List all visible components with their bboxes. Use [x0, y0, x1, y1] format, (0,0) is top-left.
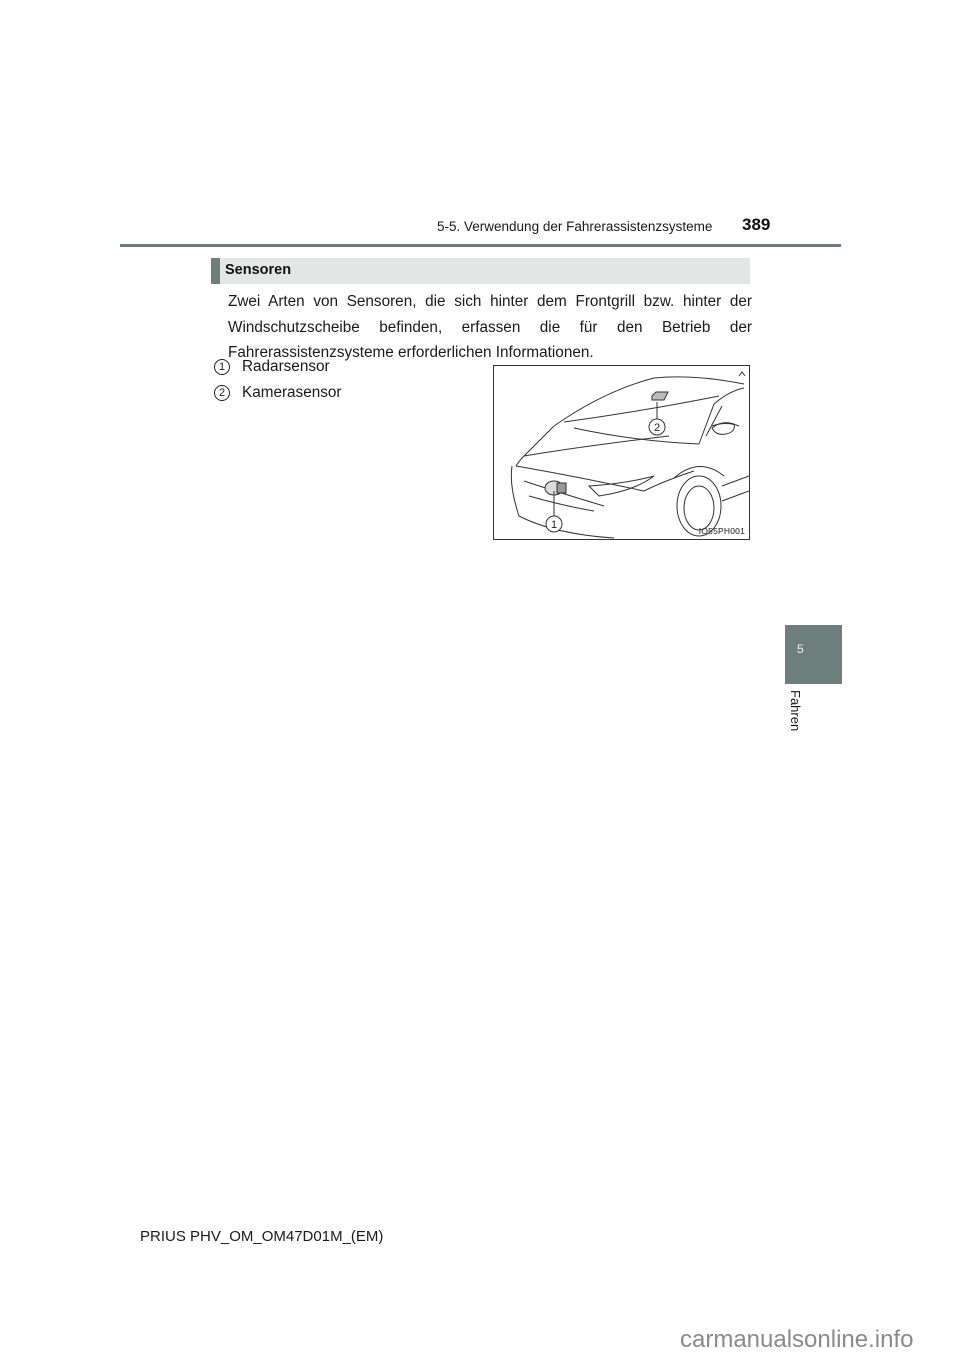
chapter-number: 5 — [797, 642, 804, 656]
svg-text:1: 1 — [550, 519, 558, 531]
chapter-label: Fahren — [788, 690, 803, 732]
circled-number-icon: 2 — [214, 385, 230, 401]
list-item-radar-sensor — [214, 358, 330, 376]
section-heading-accent — [211, 258, 220, 284]
section-paragraph: Zwei Arten von Sensoren, die sich hinter dem Frontgrill bzw. hinter der Windschutzscheibe befinden, erfassen die für den Betrieb der Fahrerassistenzsysteme erforderlichen Informationen. — [228, 293, 752, 361]
watermark: carmanualsonline.info — [680, 1326, 914, 1353]
svg-text:2: 2 — [653, 422, 661, 434]
header-section-title: 5-5. Verwendung der Fahrerassistenzsysteme — [437, 219, 713, 234]
header-divider — [120, 244, 841, 247]
chapter-tab[interactable] — [785, 625, 842, 684]
figure-code: IO55PH001 — [698, 526, 745, 536]
car-sensor-illustration — [493, 365, 750, 540]
page-number: 389 — [742, 215, 771, 234]
list-item-label: Radarsensor — [242, 358, 330, 375]
list-item-camera-sensor — [214, 384, 341, 402]
section-title: Sensoren — [225, 262, 292, 278]
circled-number-icon: 1 — [214, 359, 230, 375]
car-line-drawing-icon — [494, 366, 750, 540]
document-id: PRIUS PHV_OM_OM47D01M_(EM) — [140, 1228, 384, 1245]
list-item-label: Kamerasensor — [242, 384, 342, 401]
section-heading-bar — [211, 258, 750, 284]
